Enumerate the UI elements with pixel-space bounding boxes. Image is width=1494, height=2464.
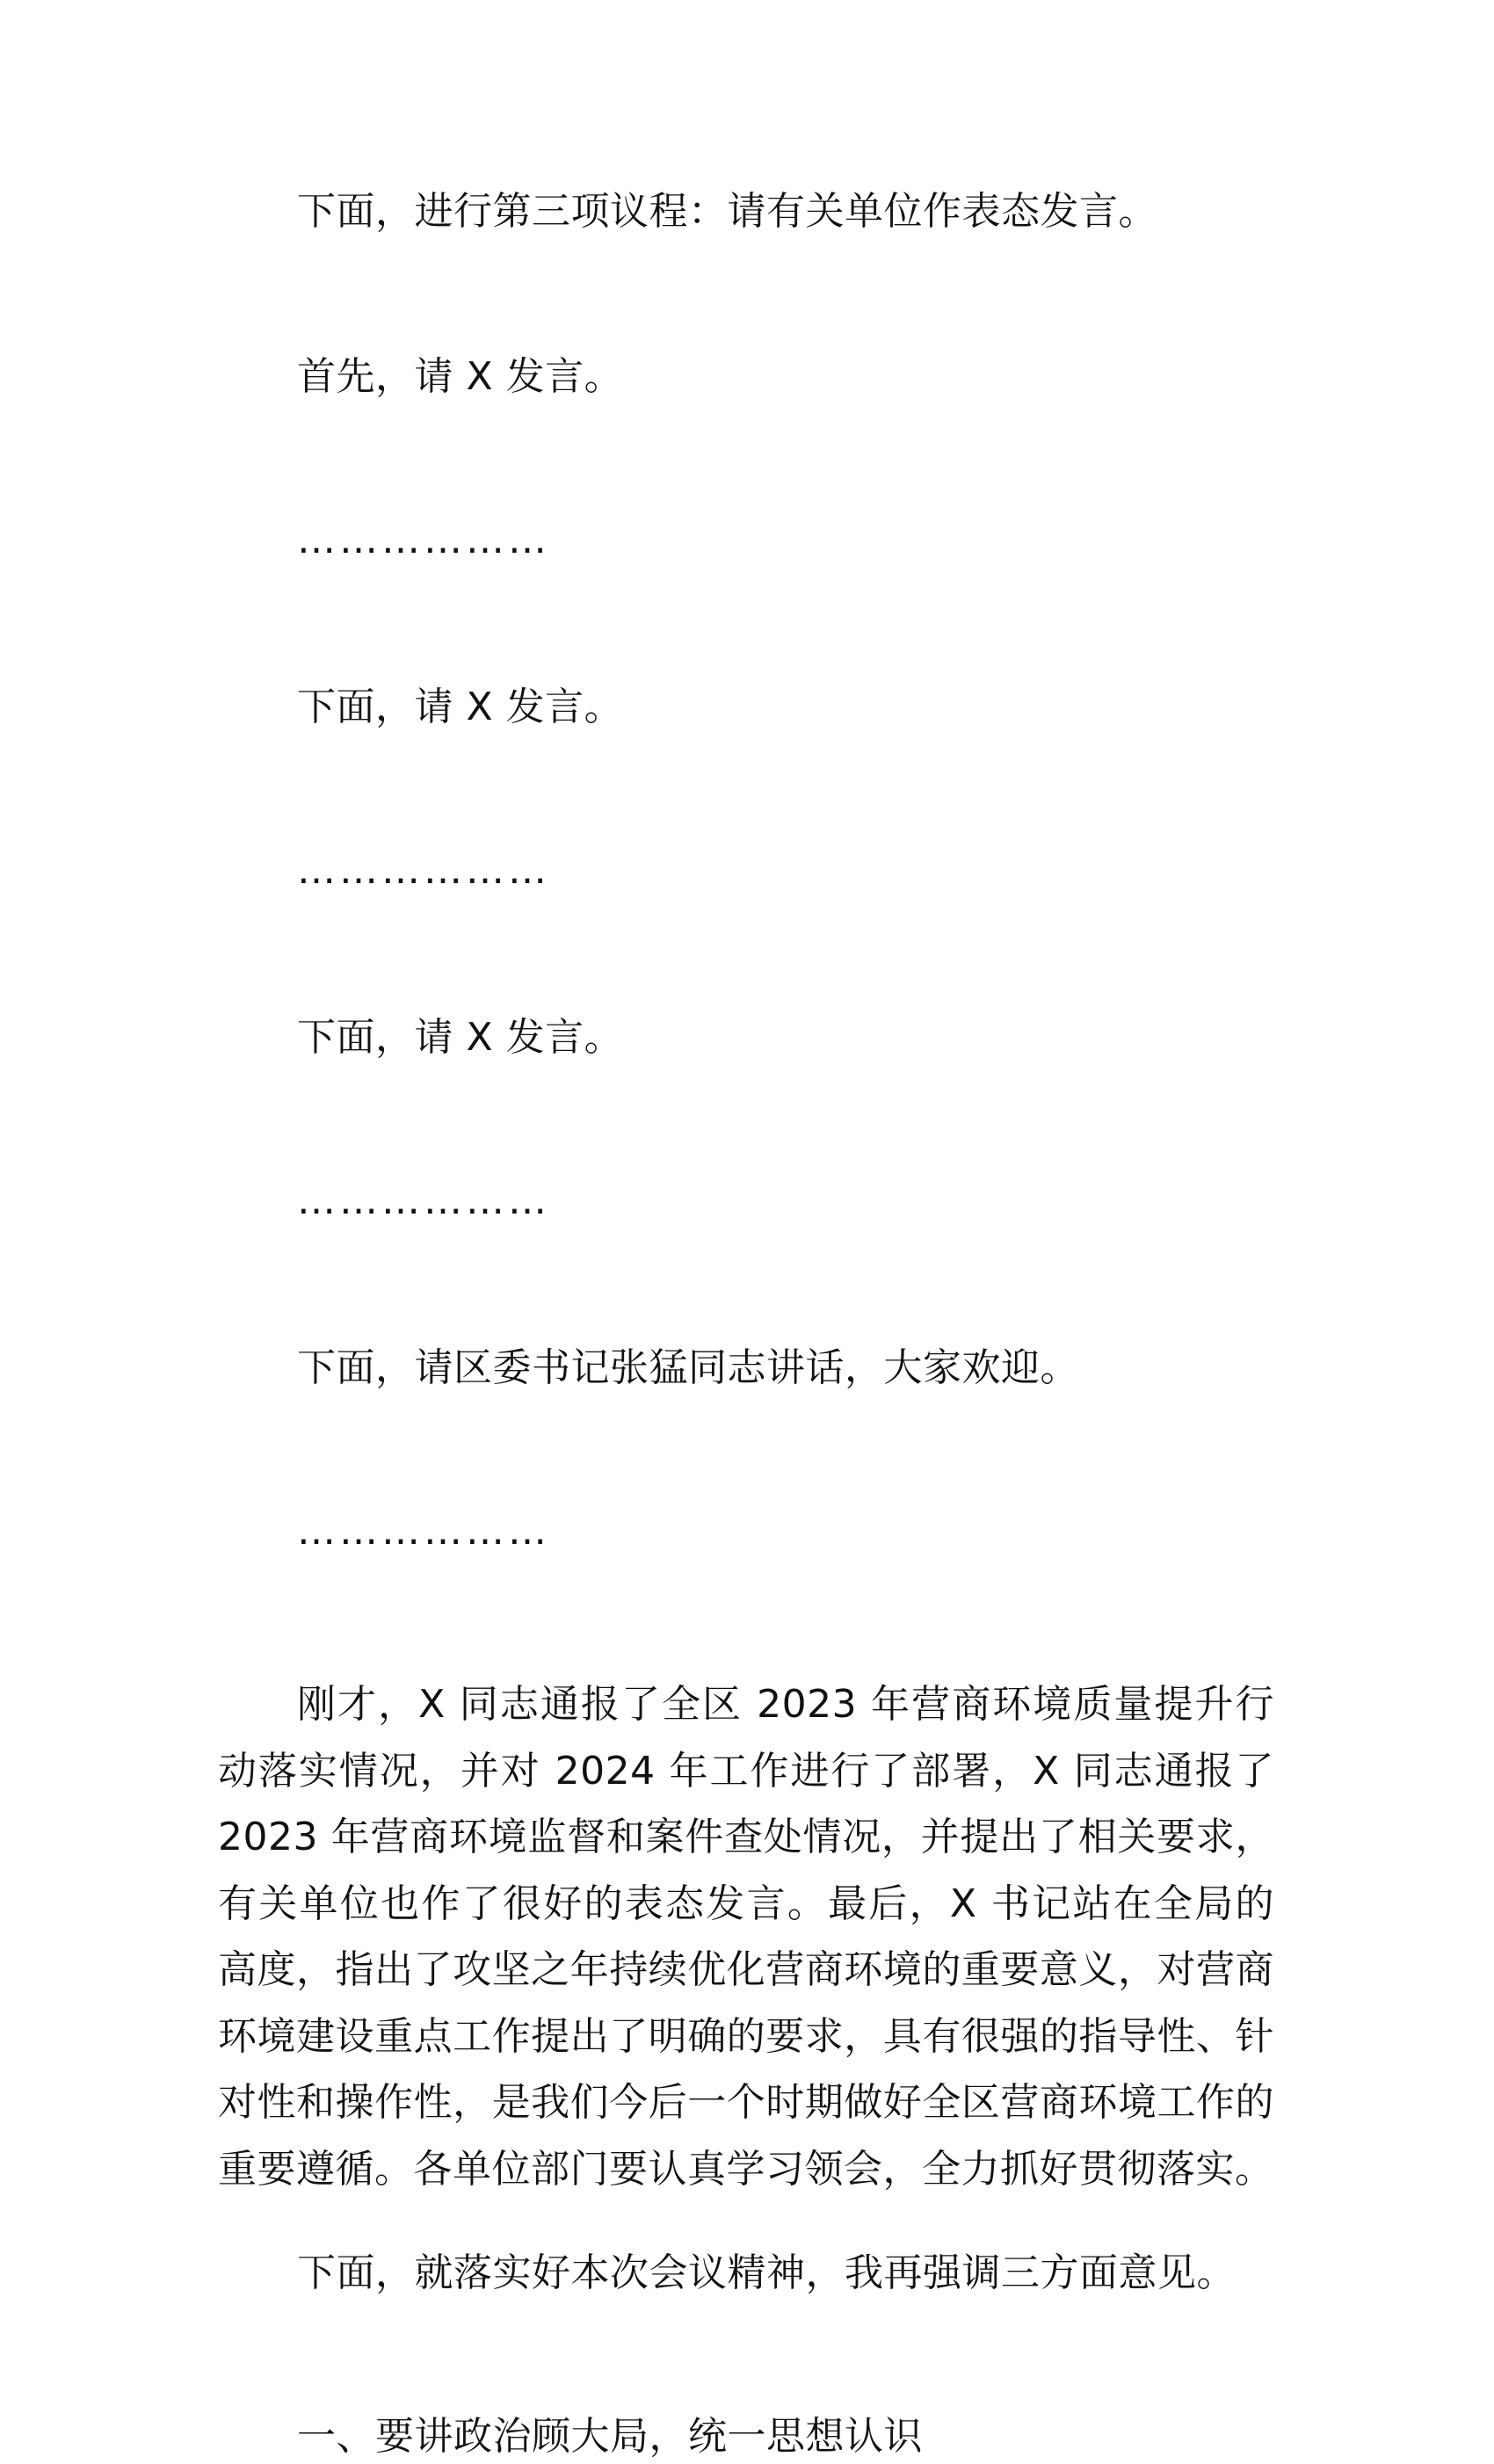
- ellipsis-line: ………………: [297, 848, 550, 893]
- speaker-line: 首先，请 X 发言。: [297, 354, 624, 399]
- agenda-line: 下面，进行第三项议程：请有关单位作表态发言。: [297, 189, 1157, 234]
- speaker-line: 下面，请 X 发言。: [297, 685, 624, 729]
- ellipsis-line: ………………: [297, 1178, 550, 1223]
- transition-line: 下面，就落实好本次会议精神，我再强调三方面意见。: [297, 2250, 1236, 2295]
- speaker-line: 下面，请区委书记张猛同志讲话，大家欢迎。: [297, 1345, 1079, 1390]
- document-body: [218, 185, 1274, 2464]
- ellipsis-line: ………………: [297, 518, 550, 562]
- summary-paragraph: 刚才，X 同志通报了全区 2023 年营商环境质量提升行动落实情况，并对 2024 年工作进行了部署，X 同志通报了 2023 年营商环境监督和案件查处情况，并提出了相关要求，有关单位也作了很好的表态发言。最后，X 书记站在全局的高度，指出了攻坚之年持续优化营商环境的重要意义，对营商环境建设重点工作提出了明确的要求，具有很强的指导性、针对性和操作性，是我们今后一个时期做好全区营商环境工作的重要遵循。各单位部门要认真学习领会，全力抓好贯彻落实。: [218, 1682, 1274, 2192]
- section-heading: 一、要讲政治顾大局，统一思想认识: [297, 2414, 923, 2459]
- speaker-line: 下面，请 X 发言。: [297, 1015, 624, 1060]
- ellipsis-line: ………………: [297, 1509, 550, 1554]
